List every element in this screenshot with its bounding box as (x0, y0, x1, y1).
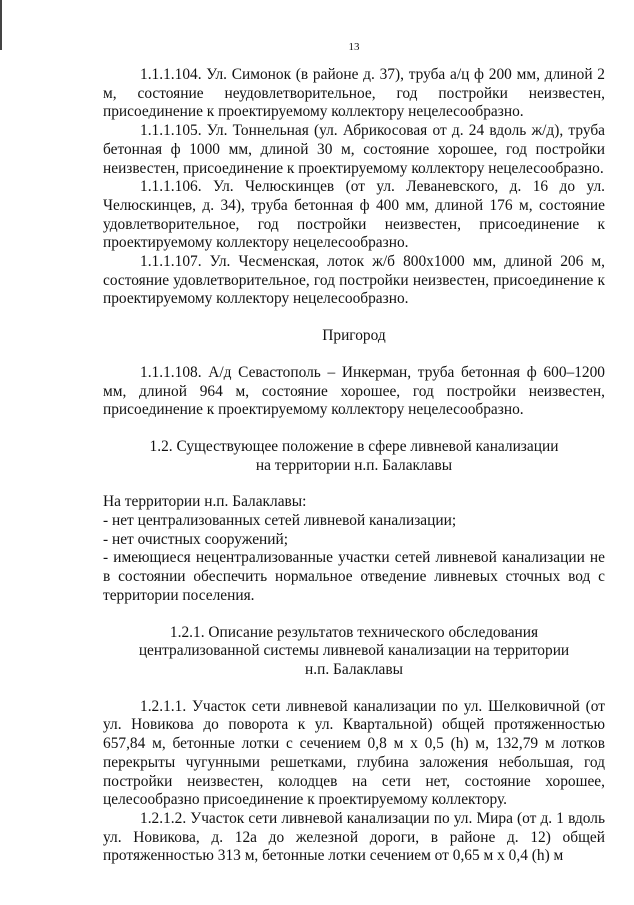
heading-section-1-2-1 (103, 624, 605, 680)
heading-section-1-2-line-1: 1.2. Существующее положение в сфере ливневой канализации (149, 437, 559, 455)
page-number: 13 (348, 41, 360, 53)
territory-list-item: - имеющиеся нецентрализованные участки сетей ливневой канализации не в состоянии обеспечить нормальное отведение ливневых сточных вод с территории поселения. (103, 549, 605, 604)
heading-section-1-2-1-line-3: н.п. Балаклавы (305, 660, 403, 678)
heading-section-1-2-1-line-1: 1.2.1. Описание результатов технического обследования (169, 623, 539, 641)
paragraph-1-1-1-108: 1.1.1.108. А/д Севастополь – Инкерман, труба бетонная ф 600–1200 мм, длиной 964 м, состояние хорошее, год постройки неизвестен, присоединение к проектируемому коллектору нецелесообразно. (103, 363, 605, 419)
scan-edge-mark (0, 0, 2, 50)
territory-list-item: - нет очистных сооружений; (103, 530, 289, 548)
paragraph-1-1-1-107: 1.1.1.107. Ул. Чесменская, лоток ж/б 800х1000 мм, длиной 206 м, состояние удовлетворительное, год постройки неизвестен, присоединение к проектируемому коллектору нецелесообразно. (103, 253, 605, 308)
heading-prigorod: Пригород (322, 327, 386, 345)
paragraph-1-1-1-105: 1.1.1.105. Ул. Тоннельная (ул. Абрикосовая от д. 24 вдоль ж/д), труба бетонная ф 1000 мм, длиной 30 м, состояние хорошее, год постройки неизвестен, присоединение к проектируемому коллектору нецелесообразно. (103, 122, 605, 177)
heading-section-1-2 (103, 438, 605, 475)
paragraph-1-2-1-2: 1.2.1.2. Участок сети ливневой канализации по ул. Мира (от д. 1 вдоль ул. Новикова, д. 12а до железной дороги, в районе д. 12) общей протяженностью 313 м, бетонные лотки сечением от 0,65 м х 0,4 (h) м (103, 809, 605, 865)
territory-intro: На территории н.п. Балаклавы: (103, 493, 307, 511)
territory-list-item: - нет централизованных сетей ливневой канализации; (103, 512, 457, 530)
heading-section-1-2-line-2: на территории н.п. Балаклавы (255, 456, 453, 474)
paragraph-1-1-1-106: 1.1.1.106. Ул. Челюскинцев (от ул. Леваневского, д. 16 до ул. Челюскинцев, д. 34), труба бетонная ф 400 мм, длиной 176 м, состояние удовлетворительное, год постройки неизвестен, присоединение к проектируемому коллектору нецелесообразно. (103, 178, 605, 252)
paragraph-1-1-1-104: 1.1.1.104. Ул. Симонок (в районе д. 37), труба а/ц ф 200 мм, длиной 2 м, состояние неудовлетворительное, год постройки неизвестен, присоединение к проектируемому коллектору нецелесообразно. (103, 66, 605, 121)
page-content (103, 66, 605, 866)
paragraph-1-2-1-1: 1.2.1.1. Участок сети ливневой канализации по ул. Шелковичной (от ул. Новикова до поворота к ул. Квартальной) общей протяженностью 657,84 м, бетонные лотки с сечением 0,8 м х 0,5 (h) м, 132,79 м лотков перекрыты чугунными решетками, глубина заложения небольшая, год постройки неизвестен, колодцев на сети нет, состояние хорошее, целесообразно присоединение к проектируемому коллектору. (103, 697, 605, 809)
heading-section-1-2-1-line-2: централизованной системы ливневой канализации на территории (138, 642, 570, 660)
